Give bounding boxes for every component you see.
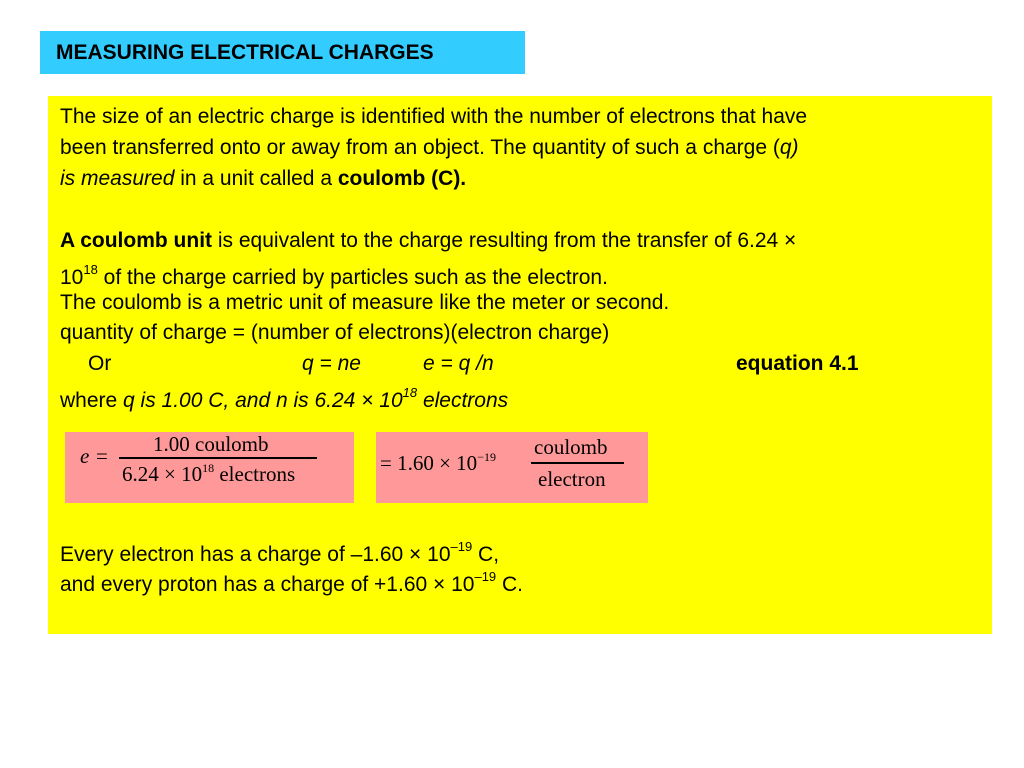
formula-numerator: 1.00 coulomb (153, 432, 269, 456)
exponent: 18 (402, 385, 418, 400)
text-span: where (60, 389, 124, 412)
formula-electron-charge-fraction (65, 432, 354, 503)
italic-text: is measured (60, 167, 175, 190)
exponent: –19 (450, 539, 473, 554)
text-span: electrons (214, 462, 296, 486)
text-span: 10 (60, 266, 84, 289)
equation-label: equation 4.1 (736, 352, 859, 375)
paragraph-2-line-4: quantity of charge = (number of electrons)(electron charge) (60, 321, 610, 344)
formula-electron-charge-value (376, 432, 648, 503)
text-span: Every electron has a charge of –1.60 × 10 (60, 543, 451, 566)
text-span: is equivalent to the charge resulting from the transfer of 6.24 × (212, 229, 797, 252)
content-panel (48, 96, 992, 634)
electron-charge-line (60, 537, 499, 567)
text-span: and every proton has a charge of +1.60 × 10 (60, 573, 475, 596)
equation-q-ne: q = ne (302, 352, 361, 375)
formula-lhs: e = (80, 444, 109, 468)
italic-text: electrons (417, 389, 509, 412)
coulomb-unit-term: A coulomb unit (60, 229, 213, 252)
text-span: = 1.60 × 10 (380, 451, 478, 475)
slide-title: MEASURING ELECTRICAL CHARGES (40, 31, 525, 74)
equation-e-q-n: e = q /n (423, 352, 494, 375)
exponent: –19 (474, 569, 497, 584)
exponent: 18 (202, 461, 215, 475)
text-span: of the charge carried by particles such as the electron. (97, 266, 608, 289)
paragraph-2-line-3: The coulomb is a metric unit of measure like the meter or second. (60, 291, 670, 314)
text-span: 6.24 × 10 (122, 462, 203, 486)
q-variable: q) (779, 136, 799, 159)
text-span: C, (472, 543, 500, 566)
paragraph-1-line-3 (60, 167, 466, 191)
exponent: 18 (83, 262, 98, 277)
where-line (60, 383, 508, 413)
text-span: in a unit called a (174, 167, 338, 190)
fraction-bar (119, 457, 317, 459)
or-label: Or (88, 352, 112, 375)
text-span: C. (496, 573, 524, 596)
formula-denominator (122, 462, 295, 487)
formula-denominator: electron (538, 467, 606, 491)
italic-text: q is 1.00 C, and n is 6.24 × 10 (123, 389, 403, 412)
fraction-bar (531, 462, 624, 464)
exponent: −19 (477, 450, 496, 464)
proton-charge-line (60, 567, 523, 597)
text-span: been transferred onto or away from an object. The quantity of such a charge ( (60, 136, 780, 159)
paragraph-2-line-2 (60, 260, 608, 290)
formula-value (380, 451, 496, 476)
formula-numerator: coulomb (534, 435, 608, 459)
paragraph-1-line-1: The size of an electric charge is identified with the number of electrons that have (60, 105, 808, 128)
paragraph-1-line-2 (60, 136, 799, 160)
coulomb-term: coulomb (C). (337, 167, 467, 190)
paragraph-2-line-1 (60, 229, 796, 253)
